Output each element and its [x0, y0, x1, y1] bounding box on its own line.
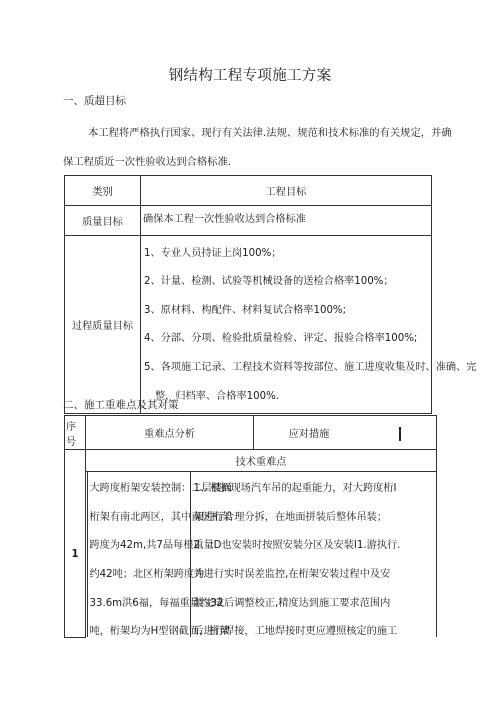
table-row — [65, 235, 432, 414]
analysis-line: 吨，桁架均为H型钢截面，桁架 — [89, 626, 230, 638]
difficulties-table — [64, 415, 437, 638]
list-item: 5、各项施工记录、工程技术资料等按部位、施工进度收集及时、准确、完 — [144, 361, 477, 373]
row-target — [141, 206, 432, 236]
row-target-text: 确保本工程一次性验收达到合格标准 — [143, 214, 306, 225]
measures-line: 并进行实时误差监控,在桁架安装过程中及安 — [193, 569, 391, 581]
list-item: 4、分部、分项、检验批质量检验、评定、报验合格率100%; — [144, 333, 418, 345]
measures-line: 装完成后调整校正,精度达到施工要求范围内 — [193, 597, 391, 609]
list-item: 2、计量、检测、试验等机械设备的送检合格率100%； — [144, 276, 394, 288]
row-number: 1 — [65, 472, 86, 638]
header-number: 序号 — [65, 416, 86, 450]
row-category: 过程质量目标 — [65, 235, 141, 414]
list-item: 1、专业人员持证上岗100%； — [144, 247, 282, 259]
measures-line: 后进行焊接，工地焊接时更应遵照核定的施工 — [193, 626, 398, 638]
row-category: 质量目标 — [65, 206, 141, 236]
quality-target-table — [64, 175, 477, 414]
text-cursor-icon — [399, 427, 401, 441]
section-heading-difficulties: 二、施工重难点及其对策 — [63, 399, 179, 411]
measures-line: 2、:D也安装时按照安装分区及安装I1.游执行. — [193, 540, 401, 552]
group-title-row — [65, 450, 437, 472]
table-header-row — [65, 176, 432, 206]
list-item: 整，归档率、合格率100%. — [155, 390, 280, 402]
number-cell-empty — [65, 450, 86, 472]
header-analysis: 重难点分析 — [86, 416, 254, 450]
header-target: 工程目标 — [141, 176, 432, 206]
section-heading-quality: 一、质超目标 — [63, 95, 126, 107]
measures-line: 1、根据现场汽车吊的起重能力，对大跨度桁I — [193, 483, 397, 494]
analysis-cell — [87, 472, 233, 638]
analysis-line: 33.6m洪6福，每福重量约32 — [89, 597, 224, 609]
row-items — [141, 235, 477, 414]
header-measures-label: 应对措施 — [288, 428, 330, 440]
measures-line: 架进行合理分拆，在地面拼装后整体吊装； — [193, 511, 388, 523]
list-item: 3、原材料、构配件、材料复试合格率100%; — [144, 304, 347, 316]
table-row — [65, 206, 432, 236]
row-content — [89, 472, 437, 638]
table-row — [65, 472, 437, 638]
measures-cell — [191, 472, 437, 637]
header-category: 类别 — [65, 176, 141, 206]
group-title: 技术重难点 — [86, 450, 437, 472]
document-title: 钢结构工程专项施工方案 — [168, 68, 332, 84]
header-measures — [254, 416, 437, 450]
analysis-line: 大跨度桁架安装控制：二层楼面 — [89, 483, 233, 494]
intro-paragraph-line-2: 保工程质近一次性验收达到合格标准. — [63, 156, 232, 168]
analysis-line: 桁架有南北两区，其中南区桁架 — [89, 511, 233, 523]
analysis-line: 约42吨；北区桁架跨度为 — [89, 569, 205, 581]
intro-paragraph-line-1: 本工程将严格执行国家、现行有关法律.法规、规范和技术标准的有关规定，并确 — [88, 127, 452, 139]
table-header-row — [65, 416, 437, 450]
analysis-line: 跨度为42m,共7品每根重量 — [89, 540, 214, 552]
